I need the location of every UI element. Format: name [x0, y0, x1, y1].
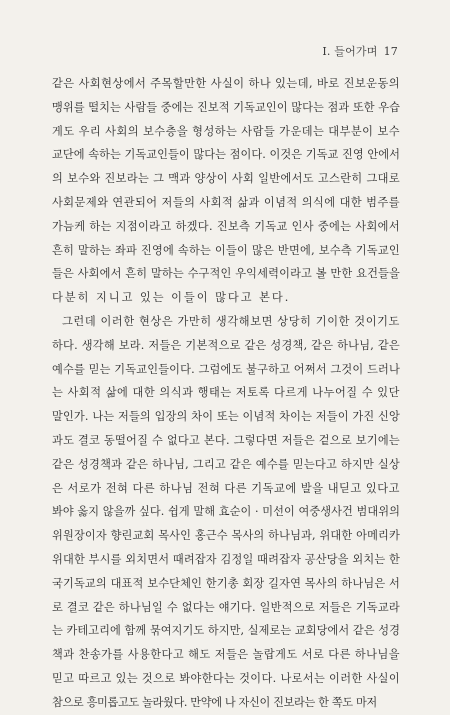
text-line: 과도 결코 동떨어질 수 없다고 본다. 그렇다면 저들은 겉으로 보기에는 [52, 433, 400, 447]
text-line: 로 결코 같은 하나님일 수 없다는 얘기다. 일반적으로 저들은 기독교라 [52, 600, 400, 614]
page-number: 17 [383, 45, 398, 58]
text-line: 책과 찬송가를 사용한다고 해도 저들은 놀랍게도 서로 다른 하나님을 [52, 648, 400, 662]
text-line: 는 카테고리에 함께 묶여지기도 하지만, 실제로는 교회당에서 같은 성경 [52, 624, 400, 638]
body-text [52, 72, 400, 715]
text-line: 위원장이자 향린교회 목사인 홍근수 목사의 하나님과, 위대한 아메리카 [52, 529, 400, 543]
text-line: 사회문제와 연관되어 저들의 사회적 삶과 이념적 의식에 대한 범주를 [52, 195, 400, 209]
text-line: 말인가. 나는 저들의 입장의 차이 또는 이념적 차이는 저들이 가진 신앙 [52, 410, 400, 424]
text-line: 게도 우리 사회의 보수층을 형성하는 사람들 가운데는 대부분이 보수 [52, 124, 400, 138]
text-line: 참으로 흥미롭고도 놀라웠다. 만약에 나 자신이 진보라는 한 쪽도 마저 [52, 695, 377, 709]
text-line: 그런데 이러한 현상은 가만히 생각해보면 상당히 기이한 것이기도 [62, 314, 400, 328]
text-line: 봐야 옳지 않을까 싶다. 쉽게 말해 효순이 · 미선이 여중생사건 범대위의 [52, 505, 400, 519]
text-line: 예수를 믿는 기독교인들이다. 그럼에도 불구하고 어쩌서 그것이 드러나 [52, 362, 400, 376]
text-line: 믿고 따르고 있는 것으로 봐야한다는 것이다. 나로서는 이러한 사실이 [52, 671, 400, 685]
text-line: 같은 성경책과 같은 하나님, 그리고 같은 예수를 믿는다고 하지만 실상 [52, 457, 400, 471]
text-line: 국기독교의 대표적 보수단체인 한기총 회장 길자연 목사의 하나님은 서 [52, 576, 400, 590]
text-line: 교단에 속하는 기독교인들이 많다는 점이다. 이것은 기독교 진영 안에서 [52, 148, 400, 162]
text-line: 는 사회적 삶에 대한 의식과 행태는 저토록 다르게 나누어질 수 있단 [52, 386, 400, 400]
text-line: 다분히 지니고 있는 이들이 많다고 본다. [52, 291, 291, 305]
text-line: 가늠케 하는 지점이라고 하겠다. 진보측 기독교 인사 중에는 사회에서 [52, 219, 400, 233]
text-line: 위대한 부시를 외치면서 때려잡자 김정일 때려잡자 공산당을 외치는 한 [52, 552, 400, 566]
text-line: 은 서로가 전혀 다른 하나님 전혀 다른 기독교에 발을 내딛고 있다고 [52, 481, 400, 495]
text-line: 하다. 생각해 보라. 저들은 기본적으로 같은 성경책, 같은 하나님, 같은 [52, 338, 400, 352]
text-line: 들은 사회에서 흔히 말하는 수구적인 우익세력이라고 볼 만한 요건들을 [52, 267, 400, 281]
text-line: 같은 사회현상에서 주목할만한 사실이 하나 있는데, 바로 진보운동의 [52, 77, 400, 90]
text-line: 의 보수와 진보라는 그 맥과 양상이 사회 일반에서도 고스란히 그대로 [52, 172, 400, 186]
chapter-title: I. 들어가며 [322, 45, 378, 58]
text-line: 흔히 말하는 좌파 진영에 속하는 이들이 많은 반면에, 보수측 기독교인 [52, 243, 400, 257]
text-line: 맹위를 떨치는 사람들 중에는 진보적 기독교인이 많다는 점과 또한 우습 [52, 100, 400, 114]
running-head [322, 43, 398, 59]
